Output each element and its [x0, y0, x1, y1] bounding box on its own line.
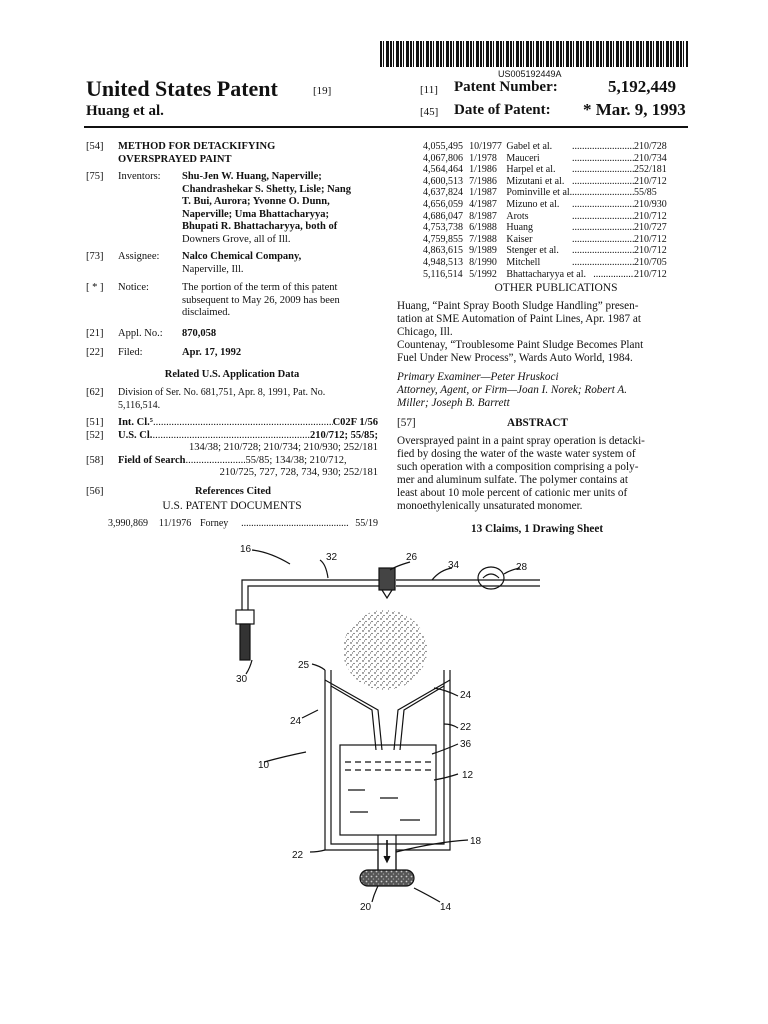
code-54: [54]: [86, 141, 104, 152]
inventors-list: [182, 171, 351, 246]
label-16: 16: [240, 544, 252, 555]
publication-2: [397, 339, 689, 365]
air-line: [242, 580, 380, 610]
citation-name: Mizutani et al.: [506, 175, 565, 187]
date-label: Date of Patent:: [454, 102, 551, 118]
patent-number: 5,192,449: [608, 77, 676, 96]
citation-date: 5/1992: [469, 268, 497, 280]
header-rule: [84, 126, 688, 128]
notice-label: Notice:: [118, 282, 149, 293]
leader-dots: [572, 222, 634, 234]
int-cl-value: C02F 1/56: [332, 417, 378, 428]
citation-class: 210/712: [634, 175, 667, 187]
citation-row: [423, 257, 689, 269]
paint-booth-drawing: [200, 540, 560, 920]
label-30: 30: [236, 674, 248, 685]
abstract-line: monoethylenically unsaturated monomer.: [397, 500, 583, 513]
leader-dots: [153, 417, 333, 430]
citation-date: 1/1987: [469, 187, 497, 199]
citation-name: Kaiser: [506, 233, 533, 245]
citation-class: 55/19: [355, 517, 379, 529]
notice-line: The portion of the term of this patent: [182, 282, 338, 293]
citation-row: [423, 211, 689, 223]
code-22: [22]: [86, 347, 104, 358]
barcode-number: US005192449A: [498, 69, 562, 79]
citation-date: 9/1989: [469, 245, 497, 257]
division-line: 5,116,514.: [118, 399, 161, 411]
code-notice: [ * ]: [86, 282, 104, 293]
code-45: [45]: [420, 106, 439, 118]
inventor-line: Shu-Jen W. Huang, Naperville;: [182, 171, 322, 182]
citation-number: 4,600,513: [423, 175, 463, 187]
abstract-line: such operation with a composition comprising a poly-: [397, 461, 639, 474]
citation-class: 210/712: [634, 233, 667, 245]
attorney: [397, 384, 689, 410]
citation-date: 1/1986: [469, 164, 497, 176]
label-22-bottom: 22: [292, 850, 304, 861]
inventors-label: Inventors:: [118, 171, 161, 182]
abstract-text: [397, 435, 689, 513]
us-cl-label: U.S. Cl.: [118, 429, 153, 441]
label-22-top: 22: [460, 722, 472, 733]
pub-line: Huang, “Paint Spray Booth Sludge Handling” presen-: [397, 300, 639, 313]
abstract-line: mer and aluminum sulfate. The polymer contains at: [397, 474, 628, 487]
appl-label: Appl. No.:: [118, 327, 163, 339]
leader-dots: [572, 234, 634, 246]
abstract-heading: ABSTRACT: [507, 417, 568, 430]
assignee-city: Naperville, Ill.: [182, 263, 244, 275]
citation-number: 4,067,806: [423, 152, 463, 164]
label-10: 10: [258, 760, 270, 771]
leader-dots: [185, 455, 245, 468]
citation-number: 4,686,047: [423, 210, 463, 222]
citation-class: 210/712: [634, 245, 667, 257]
field-search-label: Field of Search: [118, 454, 186, 466]
citation-row: [423, 153, 689, 165]
citation-name: Mizuno et al.: [506, 198, 560, 210]
citation-row: [423, 141, 689, 153]
label-36: 36: [460, 739, 472, 750]
leader-dots: [572, 176, 634, 188]
citation-class: 210/712: [634, 210, 667, 222]
inventor-line: Chandrashekar S. Shetty, Lisle; Nang: [182, 183, 352, 195]
citation-date: 7/1988: [469, 233, 497, 245]
division-text: [118, 387, 325, 412]
pub-line: Fuel Under New Process”, Wards Auto World, 1984.: [397, 352, 633, 365]
inventor-line: Bhupati R. Bhattacharyya, both of: [182, 221, 338, 232]
related-heading: Related U.S. Application Data: [164, 368, 300, 380]
patent-date: * Mar. 9, 1993: [583, 100, 686, 119]
us-docs-heading: U.S. PATENT DOCUMENTS: [162, 500, 302, 512]
code-58: [58]: [86, 454, 104, 466]
citation-name: Pominville et al.: [506, 187, 572, 199]
citation-number: 4,055,495: [423, 141, 463, 152]
label-32: 32: [326, 552, 338, 563]
code-56: [56]: [86, 485, 104, 497]
code-75: [75]: [86, 171, 104, 182]
pub-line: Countenay, “Troublesome Paint Sludge Becomes Plant: [397, 339, 644, 352]
citation-row: [423, 245, 689, 257]
citation-date: 8/1987: [469, 210, 497, 222]
leader-dots: [572, 257, 634, 269]
citation-row: [423, 176, 689, 188]
assignee: [182, 251, 301, 276]
leader-dots: [572, 153, 634, 165]
pub-line: Chicago, Ill.: [397, 326, 453, 339]
leader-dots: [572, 199, 634, 211]
us-cl-value: [310, 430, 378, 443]
citation-number: 4,759,855: [423, 233, 463, 245]
citation-name: Forney: [199, 517, 229, 529]
invention-title-l1: METHOD FOR DETACKIFYING: [118, 141, 276, 152]
citation-number: 3,990,869: [108, 517, 148, 529]
citation-date: 1/1978: [469, 152, 497, 164]
citation-class: 210/930: [634, 198, 667, 210]
citation-class: 55/85: [634, 187, 657, 199]
label-14: 14: [440, 902, 452, 913]
code-19: [19]: [313, 85, 332, 97]
code-51: [51]: [86, 417, 104, 428]
label-24-left: 24: [290, 716, 302, 727]
abstract-header: [397, 417, 689, 430]
citation-class: 252/181: [634, 164, 667, 176]
division-line: Division of Ser. No. 681,751, Apr. 8, 1991, Pat. No.: [118, 387, 326, 398]
citation-name: Harpel et al.: [506, 164, 556, 176]
citation-row: [423, 234, 689, 246]
references-heading: References Cited: [195, 485, 271, 497]
citation-row: [108, 518, 378, 530]
abstract-line: fied by dosing the water of the waste water system of: [397, 448, 636, 461]
label-34: 34: [448, 560, 460, 571]
pub-line: tation at SME Automation of Paint Lines, Apr. 1987 at: [397, 313, 641, 326]
appl-number: 870,058: [182, 327, 217, 339]
citation-name: Stenger et al.: [506, 245, 559, 257]
primary-examiner: Primary Examiner—Peter Hruskoci: [397, 371, 559, 384]
filed-date: Apr. 17, 1992: [182, 347, 242, 358]
int-cl-label: Int. Cl.⁵: [118, 417, 153, 428]
left-column: [86, 141, 378, 529]
citation-row: [423, 199, 689, 211]
citation-number: 4,564,464: [423, 164, 463, 176]
label-26: 26: [406, 552, 418, 563]
publication-1: [397, 300, 689, 339]
code-62: [62]: [86, 387, 104, 398]
leader-dots: [593, 269, 634, 281]
attorney-line: Attorney, Agent, or Firm—Joan I. Norek; Robert A.: [397, 384, 628, 397]
right-column: [397, 141, 689, 536]
citation-number: 4,753,738: [423, 222, 463, 234]
inventor-line: Downers Grove, all of Ill.: [182, 233, 291, 245]
citation-class: 210/705: [634, 256, 667, 268]
citation-number: 4,863,615: [423, 245, 463, 257]
citation-name: Huang: [506, 222, 534, 234]
citation-row: [423, 187, 689, 199]
citation-row: [423, 222, 689, 234]
leader-dots: [241, 518, 349, 530]
citation-date: 4/1987: [469, 198, 497, 210]
inventor-line: T. Bui, Aurora; Yvonne O. Dunn,: [182, 196, 330, 207]
barcode: [380, 41, 688, 67]
attorney-line: Miller; Joseph B. Barrett: [397, 397, 510, 410]
notice-text: [182, 282, 340, 320]
citation-class: 210/727: [634, 222, 667, 234]
citation-name: Mitchell: [506, 256, 541, 268]
citation-date: 6/1988: [469, 222, 497, 234]
citation-date: 8/1990: [469, 256, 497, 268]
assignee-name: Nalco Chemical Company,: [182, 251, 302, 262]
code-21: [21]: [86, 327, 104, 339]
inventor-short: Huang et al.: [86, 103, 164, 119]
claims-summary: 13 Claims, 1 Drawing Sheet: [471, 523, 604, 536]
citation-row: [423, 164, 689, 176]
us-cl-line2: 134/38; 210/728; 210/734; 210/930; 252/181: [188, 442, 378, 453]
citation-class: 210/734: [634, 152, 667, 164]
label-25: 25: [298, 660, 310, 671]
leader-dots: [152, 430, 310, 443]
abstract-line: least about 10 mole percent of cationic mer units of: [397, 487, 628, 500]
citation-class: 210/728: [634, 141, 667, 152]
citation-name: Mauceri: [506, 152, 540, 164]
label-24-right: 24: [460, 690, 472, 701]
invention-title-l2: OVERSPRAYED PAINT: [118, 153, 232, 165]
other-publications-heading: OTHER PUBLICATIONS: [494, 282, 618, 295]
assignee-label: Assignee:: [118, 251, 160, 262]
code-57: [57]: [397, 417, 416, 430]
leader-dots: [572, 187, 634, 199]
citation-name: Gabel et al.: [506, 141, 553, 152]
citation-name: Arots: [506, 210, 529, 222]
leader-dots: [572, 245, 634, 257]
citation-number: 4,656,059: [423, 198, 463, 210]
code-11: [11]: [420, 84, 438, 96]
citation-number: 4,948,513: [423, 256, 463, 268]
patent-number-label: Patent Number:: [454, 79, 558, 95]
citation-number: 5,116,514: [423, 268, 463, 280]
notice-line: subsequent to May 26, 2009 has been: [182, 294, 340, 306]
label-20: 20: [360, 902, 372, 913]
leader-dots: [572, 211, 634, 223]
citation-date: 10/1977: [469, 141, 502, 152]
citation-list: [423, 141, 689, 280]
label-28: 28: [516, 562, 528, 573]
citation-date: 7/1986: [469, 175, 497, 187]
citation-date: 11/1976: [158, 517, 192, 529]
citation-row: [423, 269, 689, 281]
us-cl-main: 210/712; 55/85;: [310, 429, 378, 441]
patent-title: United States Patent: [86, 76, 278, 101]
notice-line: disclaimed.: [182, 307, 231, 318]
citation-name: Bhattacharyya et al.: [506, 268, 587, 280]
filed-label: Filed:: [118, 347, 143, 358]
code-52: [52]: [86, 429, 104, 441]
inventor-line: Naperville; Uma Bhattacharyya;: [182, 208, 329, 220]
label-12: 12: [462, 770, 474, 781]
field-search-value: 55/85; 134/38; 210/712,: [245, 454, 347, 466]
abstract-line: Oversprayed paint in a paint spray operation is detacki-: [397, 435, 645, 448]
label-18: 18: [470, 836, 482, 847]
leader-dots: [572, 141, 634, 153]
citation-class: 210/712: [634, 268, 667, 280]
citation-number: 4,637,824: [423, 187, 463, 199]
field-search-line2: 210/725, 727, 728, 734, 930; 252/181: [219, 467, 378, 478]
leader-dots: [572, 164, 634, 176]
code-73: [73]: [86, 251, 104, 262]
